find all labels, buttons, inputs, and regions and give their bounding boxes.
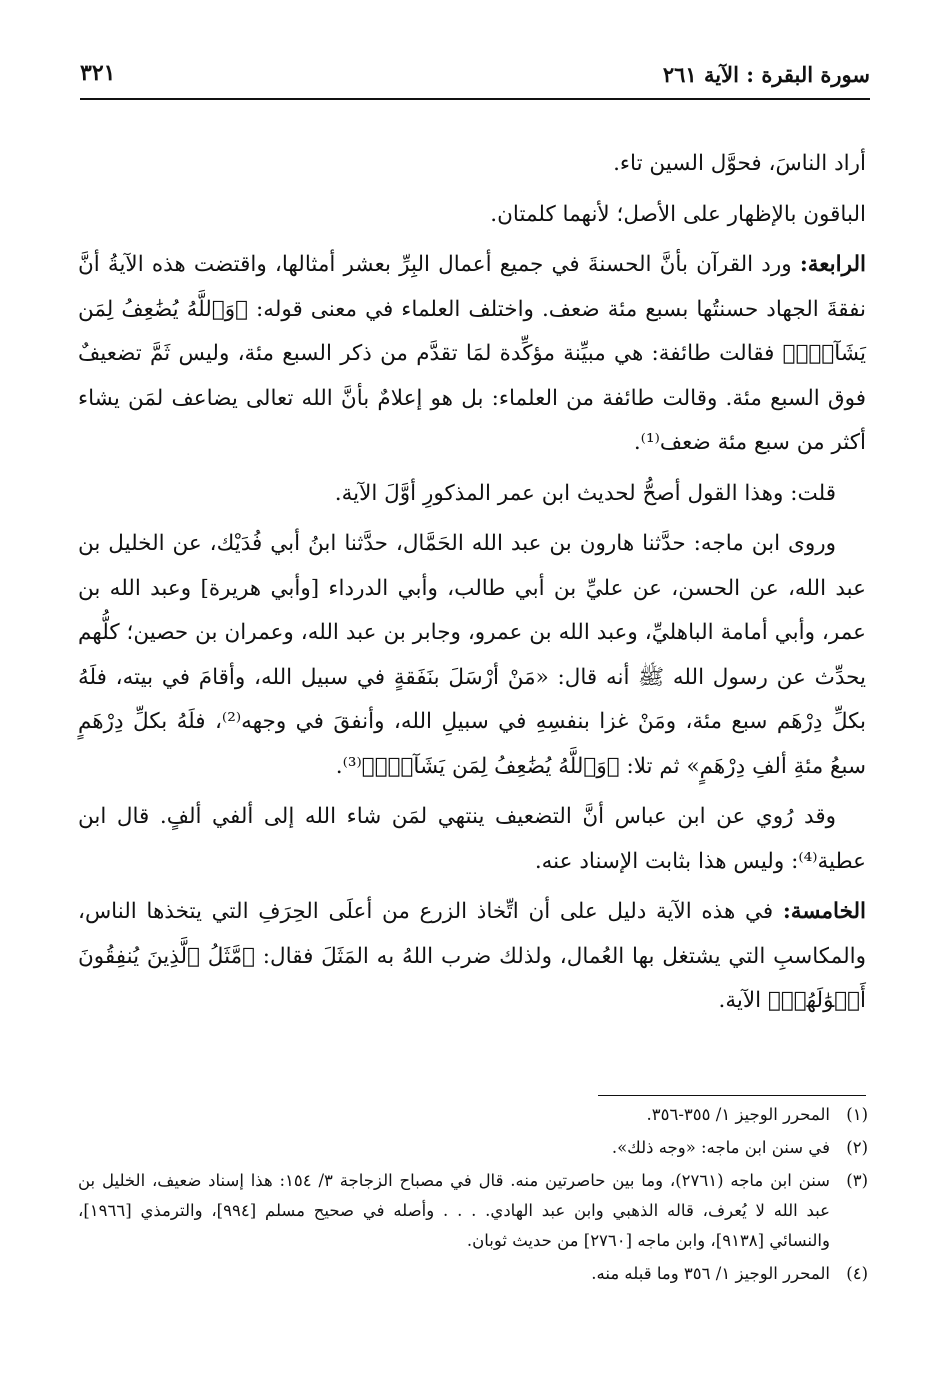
footnote-text: في سنن ابن ماجه: «وجه ذلك». [611, 1138, 830, 1157]
footnote-number: (١) [846, 1105, 868, 1124]
paragraph [78, 472, 866, 517]
paragraph-text: وروى ابن ماجه: حدَّثنا هارون بن عبد الله الحَمَّال، حدَّثنا ابنُ أبي فُدَيْك، عن الخليل بن عبد الله، عن الحسن، عن عليِّ بن أبي طالب، وأبي الدرداء [وأبي هريرة] وعبد الله بن عمر، وأبي أمامة الباهليِّ، وعبد الله بن عمرو، وجابر بن عبد الله، وعمران بن حصين؛ كلُّهم يحدِّث عن رسول الله ﷺ أنه قال: «مَنْ أرْسَلَ بنَفَقةٍ في سبيل الله، وأقامَ في بيته، فلَهُ بكلِّ دِرْهَم سبع مئة، ومَنْ غزا بنفسِهِ في سبيلِ الله، وأنفقَ في وجهه⁽²⁾، فلَهُ بكلِّ دِرْهَمٍ سبعُ مئةِ ألفِ دِرْهَمٍ» ثم تلا: ﴿وَٱللَّهُ يُضَٰعِفُ لِمَن يَشَآءُۗ﴾⁽³⁾. [78, 531, 867, 779]
paragraph [78, 890, 866, 1024]
footnote-number: (٤) [846, 1264, 868, 1283]
footnote-text: سنن ابن ماجه (٢٧٦١)، وما بين حاصرتين منه. قال في مصباح الزجاجة ٣/ ١٥٤: هذا إسناد ضعيف، الخليل بن عبد الله لا يُعرف، قاله الذهبي وابن عبد الهادي. . . . وأصله في صحيح مسلم [٩٩٤]، والترمذي [١٩٦٦]، والنسائي [٩١٣٨]، وابن ماجه [٢٧٦٠] من حديث ثوبان. [78, 1171, 830, 1250]
footnote-separator [598, 1095, 866, 1096]
paragraph [78, 243, 866, 466]
running-header [80, 58, 870, 100]
main-text [78, 142, 866, 1030]
paragraph [78, 193, 866, 238]
footnotes [78, 1100, 868, 1292]
footnote-text: المحرر الوجيز ١/ ٣٥٥-٣٥٦. [646, 1105, 830, 1124]
paragraph-text: وقد رُوي عن ابن عباس أنَّ التضعيف ينتهي لمَن شاء الله إلى ألفي ألفٍ. قال ابن عطية⁽⁴⁾: وليس هذا بثابت الإسناد عنه. [78, 804, 866, 874]
paragraph-text: قلت: وهذا القول أصحُّ لحديث ابن عمر المذكورِ أوَّلَ الآية. [334, 480, 836, 506]
paragraph [78, 142, 866, 187]
footnote-text: المحرر الوجيز ١/ ٣٥٦ وما قبله منه. [591, 1264, 830, 1283]
footnote-number: (٢) [846, 1138, 868, 1157]
paragraph-text: في هذه الآية دليل على أن اتِّخاذ الزرع من أعلَى الحِرَفِ التي يتخذها الناس، والمكاسبِ التي يشتغل بها العُمال، ولذلك ضرب اللهُ به المَثَلَ فقال: ﴿مَّثَلُ ٱلَّذِينَ يُنفِقُونَ أَمۡوَٰلَهُمۡ﴾ الآية. [78, 899, 866, 1013]
footnote-number: (٣) [846, 1171, 868, 1190]
paragraph-text: أراد الناسَ، فحوَّل السين تاء. [613, 151, 866, 176]
page-number: ٣٢١ [80, 60, 116, 86]
paragraph-text: ورد القرآن بأنَّ الحسنةَ في جميع أعمال البِرِّ بعشر أمثالها، واقتضت هذه الآيةُ أنَّ نفقةَ الجهاد حسنتُها بسبع مئة ضعف. واختلف العلماء في معنى قوله: ﴿وَٱللَّهُ يُضَٰعِفُ لِمَن يَشَآءُۗ﴾ فقالت طائفة: هي مبيِّنة مؤكِّدة لمَا تقدَّم من ذكر السبع مئة، وليس ثَمَّ تضعيفٌ فوق السبع مئة. وقالت طائفة من العلماء: بل هو إعلامٌ بأنَّ الله تعالى يضاعف لمَن يشاء أكثر من سبع مئة ضعف⁽¹⁾. [78, 252, 866, 455]
paragraph [78, 522, 866, 789]
section-lead: الرابعة: [799, 252, 866, 277]
footnote [78, 1166, 868, 1256]
section-lead: الخامسة: [782, 899, 866, 924]
footnote [78, 1100, 868, 1130]
paragraph [78, 795, 866, 884]
footnote [78, 1259, 868, 1289]
surah-title: سورة البقرة : الآية ٢٦١ [662, 62, 870, 87]
footnote [78, 1133, 868, 1163]
paragraph-text: الباقون بالإظهار على الأصل؛ لأنهما كلمتان. [490, 201, 866, 227]
